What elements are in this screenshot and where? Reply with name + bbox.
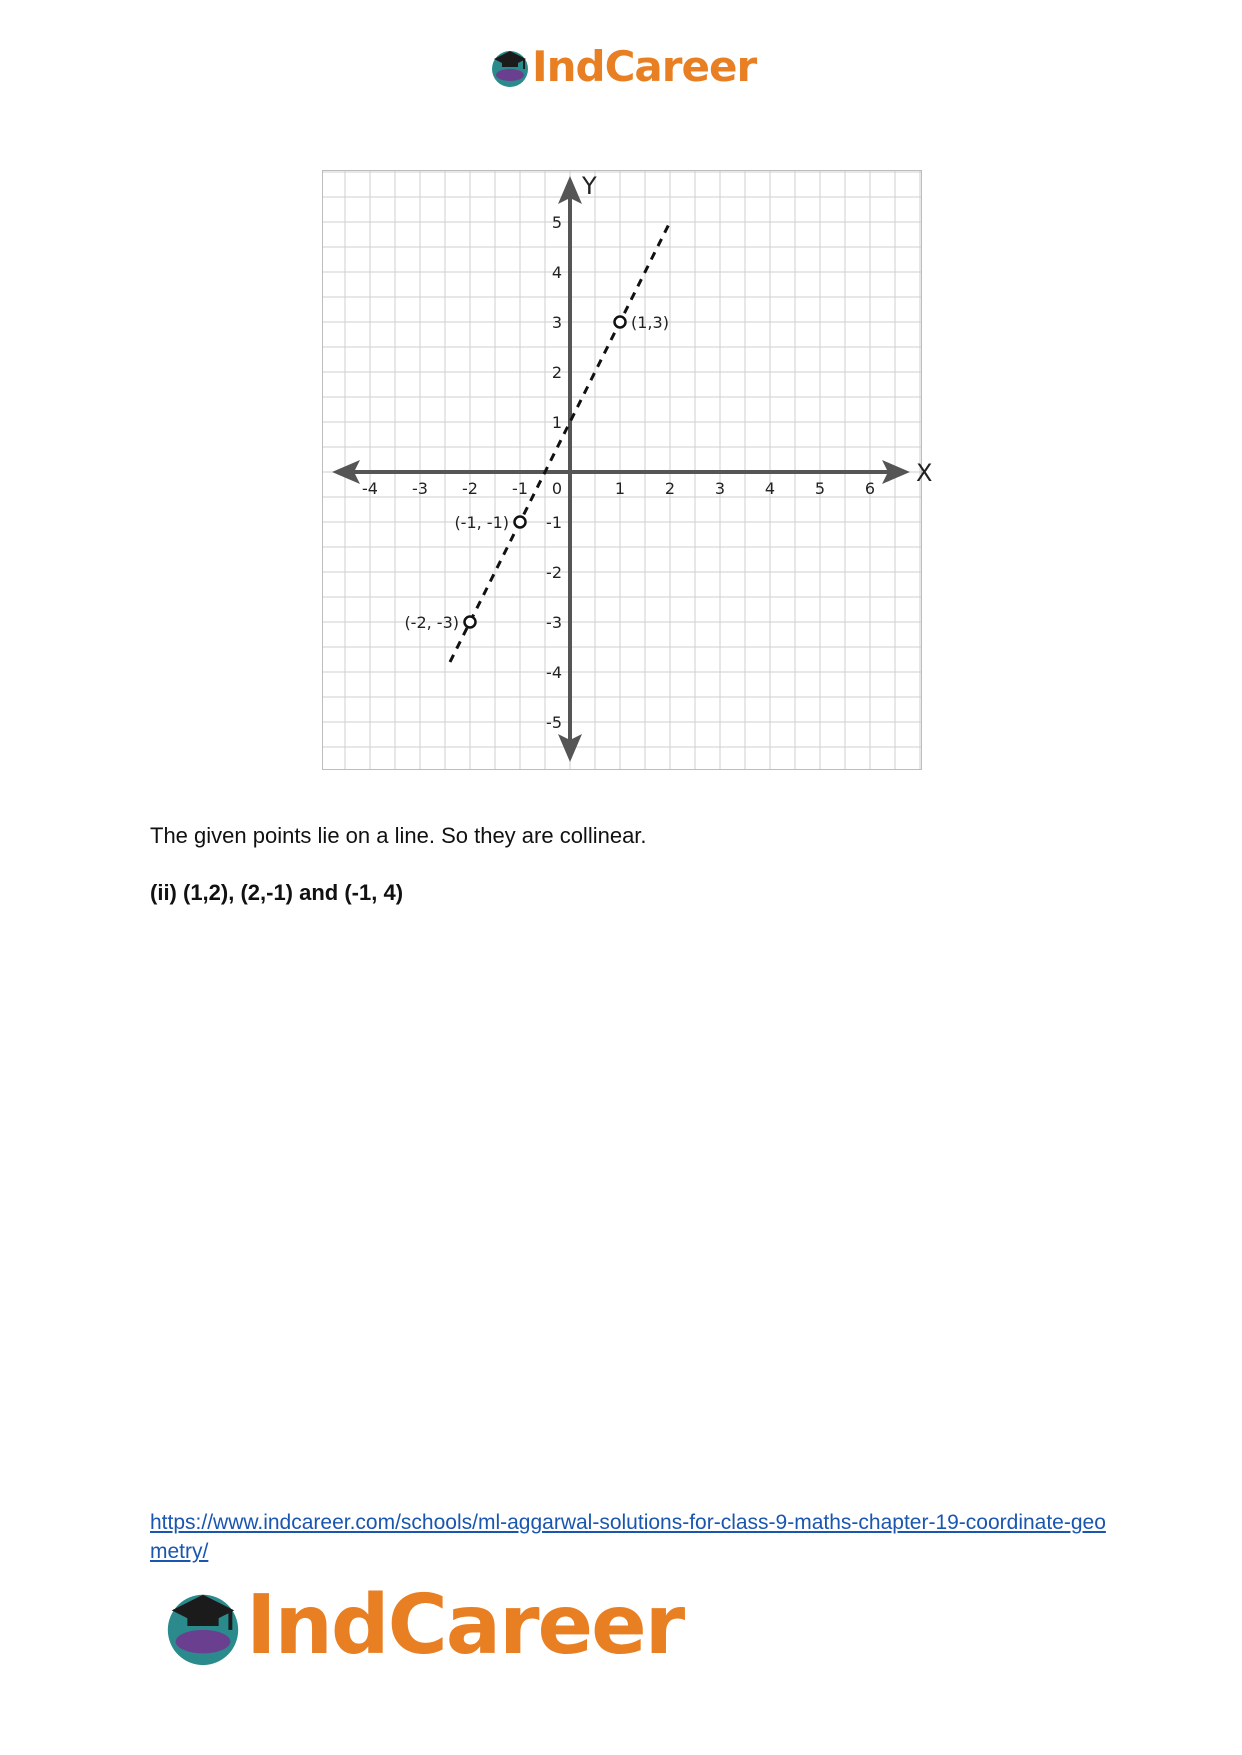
x-tick-label: -4 xyxy=(362,479,378,498)
origin-label: 0 xyxy=(551,479,562,498)
y-tick-label: -3 xyxy=(546,613,562,632)
data-point xyxy=(465,617,476,628)
y-tick-label: -2 xyxy=(546,563,562,582)
y-tick-label: 1 xyxy=(551,413,562,432)
x-tick-label: 5 xyxy=(814,479,826,498)
logo-text: IndCareer xyxy=(532,42,757,91)
y-tick-label: 2 xyxy=(551,363,562,382)
y-tick-label: 5 xyxy=(551,213,562,232)
coordinate-chart xyxy=(322,170,933,770)
y-axis-label: Y xyxy=(582,172,597,200)
footer-logo xyxy=(160,1578,683,1673)
data-point xyxy=(515,517,526,528)
point-label: (1,3) xyxy=(631,313,669,332)
x-tick-label: 3 xyxy=(714,479,726,498)
point-label: (-1, -1) xyxy=(454,513,509,532)
x-tick-label: 1 xyxy=(614,479,626,498)
logo-text: IndCareer xyxy=(246,1578,684,1673)
x-axis-label: X xyxy=(916,459,933,487)
chart-svg xyxy=(322,170,933,770)
header-logo xyxy=(488,42,756,91)
x-tick-label: -3 xyxy=(412,479,428,498)
x-tick-label: 2 xyxy=(664,479,676,498)
x-tick-label: -1 xyxy=(512,479,528,498)
y-tick-label: 4 xyxy=(551,263,562,282)
dashed-line xyxy=(450,222,670,662)
data-point xyxy=(615,317,626,328)
graduate-cap-icon xyxy=(488,45,532,89)
x-tick-label: -2 xyxy=(462,479,478,498)
y-tick-label: -4 xyxy=(546,663,562,682)
question-text: (ii) (1,2), (2,-1) and (-1, 4) xyxy=(150,880,404,905)
conclusion-text: The given points lie on a line. So they are collinear. xyxy=(150,823,647,848)
footer-link[interactable]: https://www.indcareer.com/schools/ml-aggarwal-solutions-for-class-9-maths-chapter-19-coordinate-geometry/ xyxy=(150,1511,1106,1563)
graduate-cap-icon xyxy=(160,1583,246,1669)
point-label: (-2, -3) xyxy=(404,613,459,632)
collinear-line xyxy=(450,222,670,662)
y-tick-label: 3 xyxy=(551,313,562,332)
y-tick-label: -5 xyxy=(546,713,562,732)
axes xyxy=(332,172,932,762)
x-tick-label: 4 xyxy=(764,479,776,498)
y-tick-label: -1 xyxy=(546,513,562,532)
x-tick-label: 6 xyxy=(864,479,876,498)
